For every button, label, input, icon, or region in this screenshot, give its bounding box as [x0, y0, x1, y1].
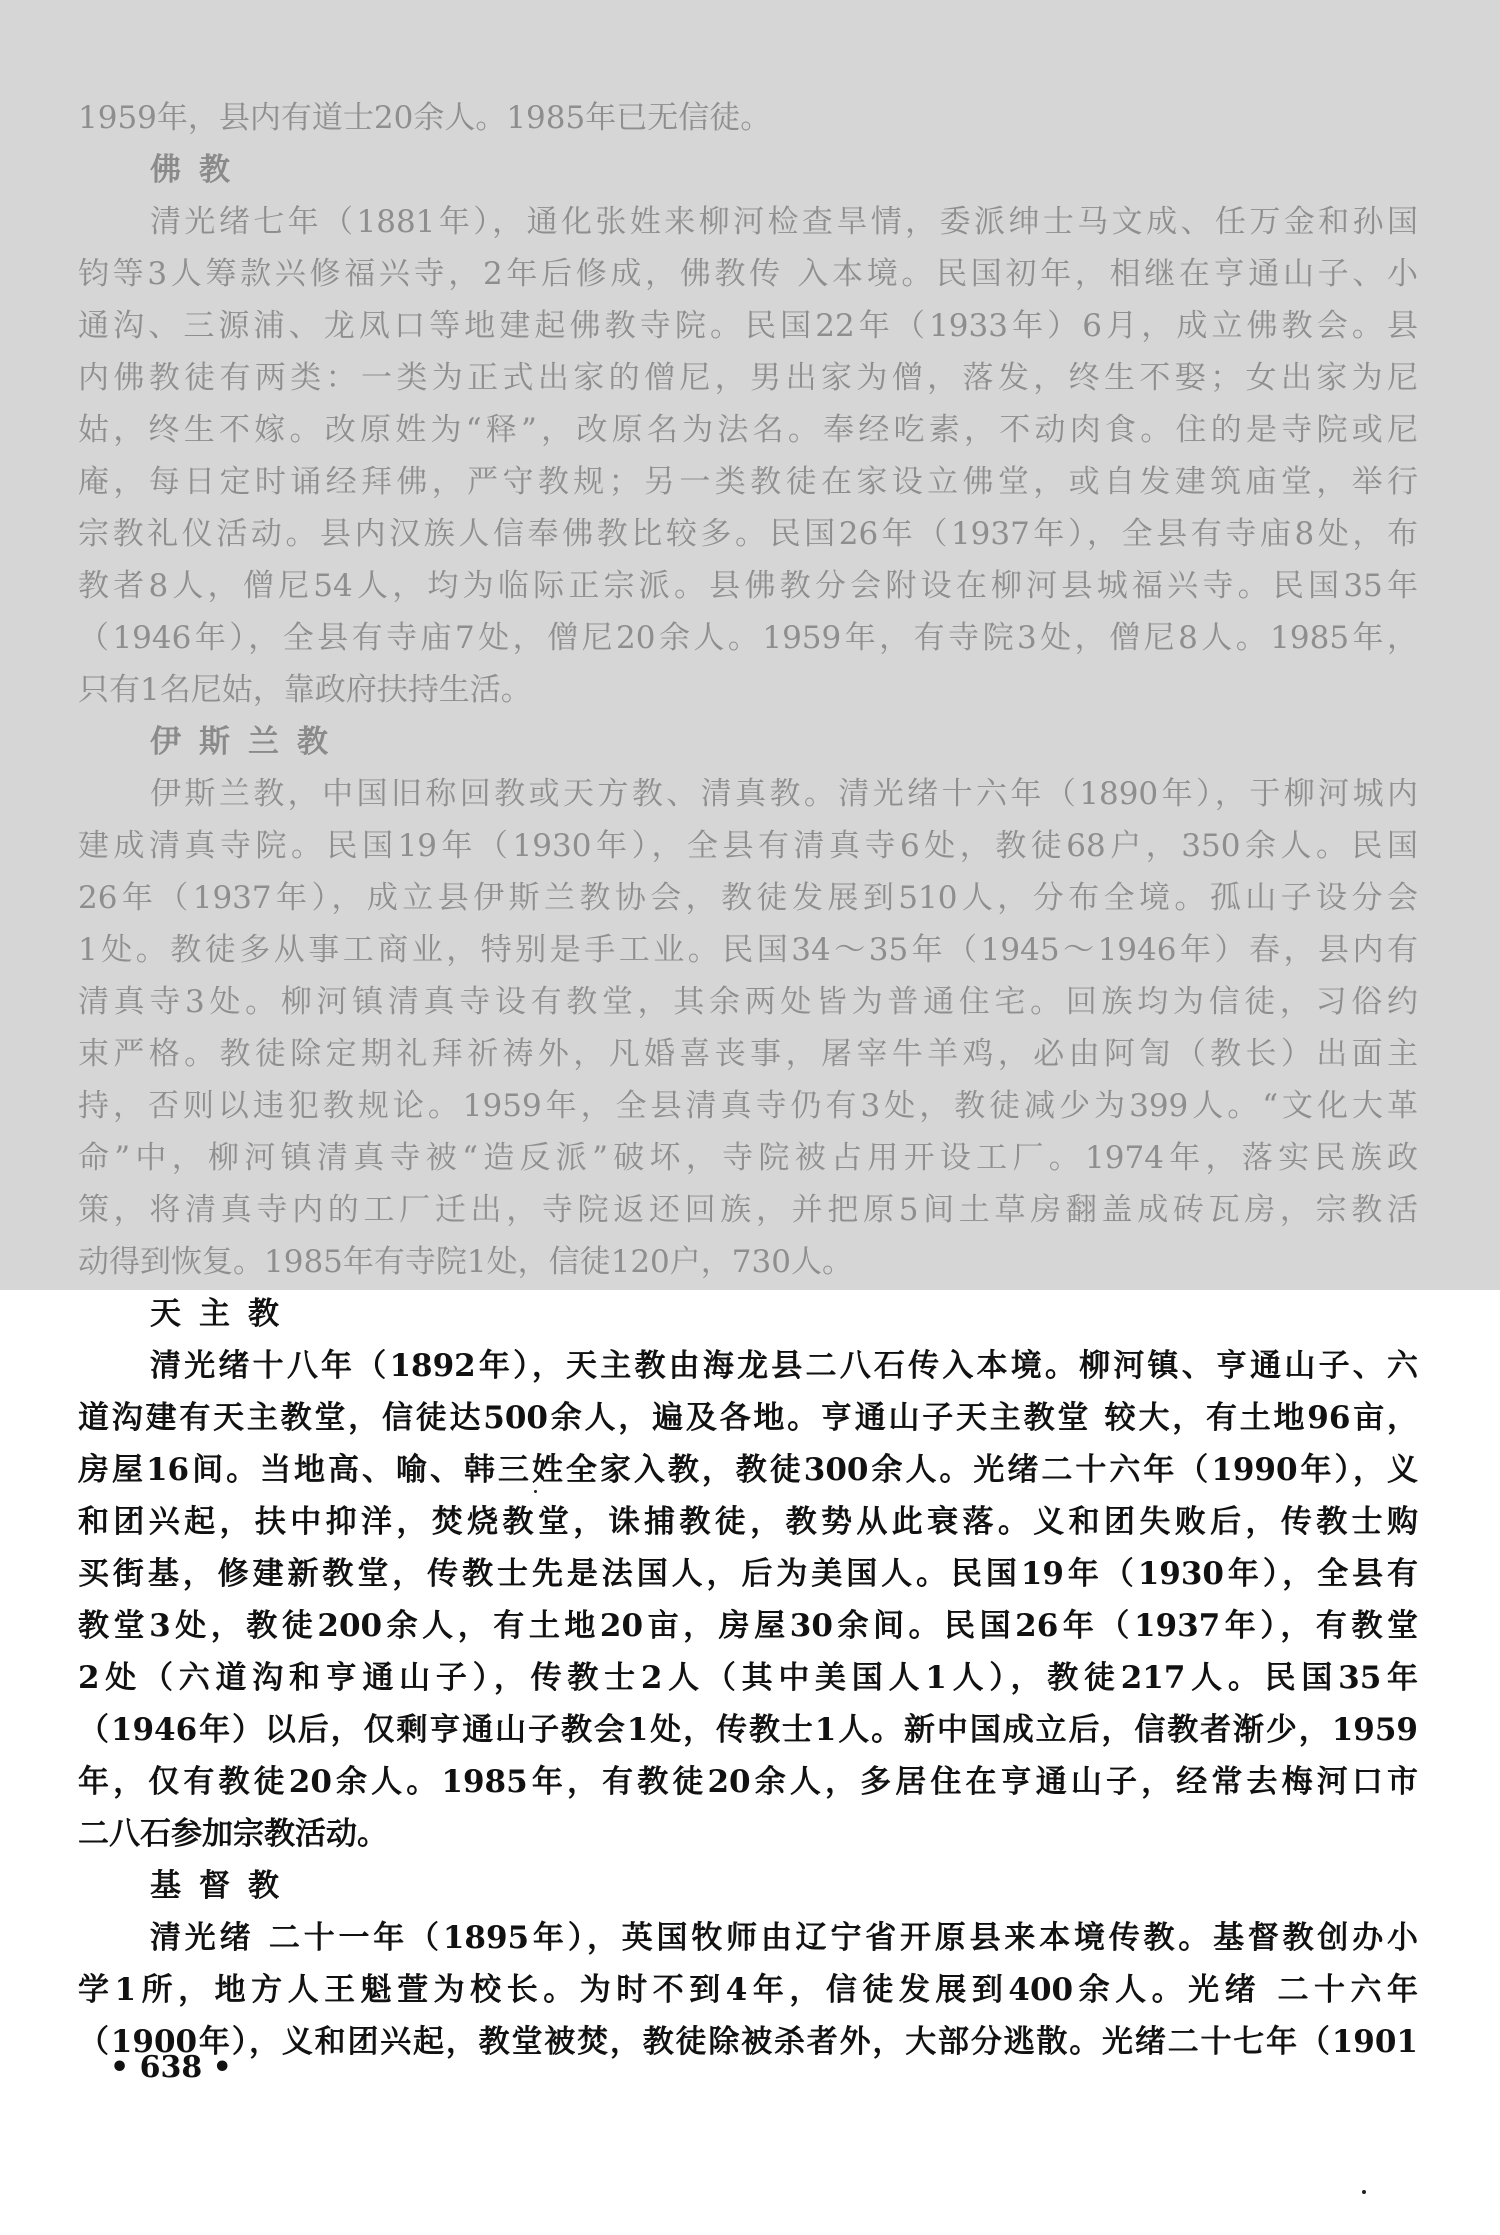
text-line: 内佛教徒有两类：一类为正式出家的僧尼，男出家为僧，落发，终生不娶；女出家为尼 [78, 360, 1418, 396]
text-line: 清真寺3处。柳河镇清真寺设有教堂，其余两处皆为普通住宅。回族均为信徒，习俗约 [78, 984, 1418, 1020]
text-line: 1处。教徒多从事工商业，特别是手工业。民国34～35年（1945～1946年）春，县内有 [78, 932, 1418, 968]
scan-speck [534, 1490, 537, 1493]
text-line: 伊斯兰教，中国旧称回教或天方教、清真教。清光绪十六年（1890年），于柳河城内 [150, 776, 1418, 812]
text-line: 26年（1937年），成立县伊斯兰教协会，教徒发展到510人，分布全境。孤山子设分会 [78, 880, 1418, 916]
document-body [78, 92, 1418, 2068]
text-line: 建成清真寺院。民国19年（1930年），全县有清真寺6处，教徒68户，350余人。民国 [78, 828, 1418, 864]
section [78, 1288, 1418, 1860]
text-line: （1900年），义和团兴起，教堂被焚，教徒除被杀者外，大部分逃散。光绪二十七年（1901 [78, 2024, 1418, 2060]
section [78, 716, 1418, 1288]
text-line: 命”中，柳河镇清真寺被“造反派”破坏，寺院被占用开设工厂。1974年，落实民族政 [78, 1140, 1418, 1176]
section-heading: 伊斯兰教 [150, 724, 346, 760]
page-number: • 638 • [110, 2050, 232, 2085]
text-line: 清光绪七年（1881年），通化张姓来柳河检查旱情，委派绅士马文成、任万金和孙国 [150, 204, 1418, 240]
text-line: 庵，每日定时诵经拜佛，严守教规；另一类教徒在家设立佛堂，或自发建筑庙堂，举行 [78, 464, 1418, 500]
text-line: 策，将清真寺内的工厂迁出，寺院返还回族，并把原5间土草房翻盖成砖瓦房，宗教活 [78, 1192, 1418, 1228]
text-line: 动得到恢复。1985年有寺院1处，信徒120户，730人。 [78, 1244, 853, 1280]
section-heading: 佛教 [150, 152, 248, 188]
text-line: 1959年，县内有道士20余人。1985年已无信徒。 [78, 100, 772, 136]
text-line: 钧等3人筹款兴修福兴寺，2年后修成，佛教传 入本境。民国初年，相继在亨通山子、小 [78, 256, 1418, 292]
text-line: 束严格。教徒除定期礼拜祈祷外，凡婚喜丧事，屠宰牛羊鸡，必由阿訇（教长）出面主 [78, 1036, 1418, 1072]
text-line: 只有1名尼姑，靠政府扶持生活。 [78, 672, 532, 708]
text-line: 2处（六道沟和亨通山子），传教士2人（其中美国人1人），教徒217人。民国35年 [78, 1660, 1418, 1696]
section-heading: 基督教 [150, 1868, 297, 1904]
text-line: 清光绪 二十一年（1895年），英国牧师由辽宁省开原县来本境传教。基督教创办小 [150, 1920, 1418, 1956]
text-line: 道沟建有天主教堂，信徒达500余人，遍及各地。亨通山子天主教堂 较大，有土地96亩， [78, 1400, 1418, 1436]
text-line: 买街基，修建新教堂，传教士先是法国人，后为美国人。民国19年（1930年），全县有 [78, 1556, 1418, 1592]
text-line: 通沟、三源浦、龙凤口等地建起佛教寺院。民国22年（1933年）6月，成立佛教会。县 [78, 308, 1418, 344]
text-line: 二八石参加宗教活动。 [78, 1816, 388, 1852]
text-line: 姑，终生不嫁。改原姓为“释”，改原名为法名。奉经吃素，不动肉食。住的是寺院或尼 [78, 412, 1418, 448]
section-heading: 天主教 [150, 1296, 297, 1332]
text-line: 清光绪十八年（1892年），天主教由海龙县二八石传入本境。柳河镇、亨通山子、六 [150, 1348, 1418, 1384]
scan-speck [1362, 2190, 1366, 2194]
section [78, 1860, 1418, 2068]
text-line: 持，否则以违犯教规论。1959年，全县清真寺仍有3处，教徒减少为399人。“文化大革 [78, 1088, 1418, 1124]
text-line: （1946年）以后，仅剩亨通山子教会1处，传教士1人。新中国成立后，信教者渐少，1959 [78, 1712, 1418, 1748]
section [78, 144, 1418, 716]
text-line: 宗教礼仪活动。县内汉族人信奉佛教比较多。民国26年（1937年），全县有寺庙8处，布 [78, 516, 1418, 552]
text-line: （1946年），全县有寺庙7处，僧尼20余人。1959年，有寺院3处，僧尼8人。1985年， [78, 620, 1418, 656]
text-line: 教者8人，僧尼54人，均为临际正宗派。县佛教分会附设在柳河县城福兴寺。民国35年 [78, 568, 1418, 604]
section [78, 92, 1418, 144]
text-line: 教堂3处，教徒200余人，有土地20亩，房屋30余间。民国26年（1937年），有教堂 [78, 1608, 1418, 1644]
text-line: 和团兴起，扶中抑洋，焚烧教堂，诛捕教徒，教势从此衰落。义和团失败后，传教士购 [78, 1504, 1418, 1540]
text-line: 学1所，地方人王魁萱为校长。为时不到4年，信徒发展到400余人。光绪 二十六年 [78, 1972, 1418, 2008]
text-line: 房屋16间。当地高、喻、韩三姓全家入教，教徒300余人。光绪二十六年（1990年），义 [78, 1452, 1418, 1488]
text-line: 年，仅有教徒20余人。1985年，有教徒20余人，多居住在亨通山子，经常去梅河口市 [78, 1764, 1418, 1800]
